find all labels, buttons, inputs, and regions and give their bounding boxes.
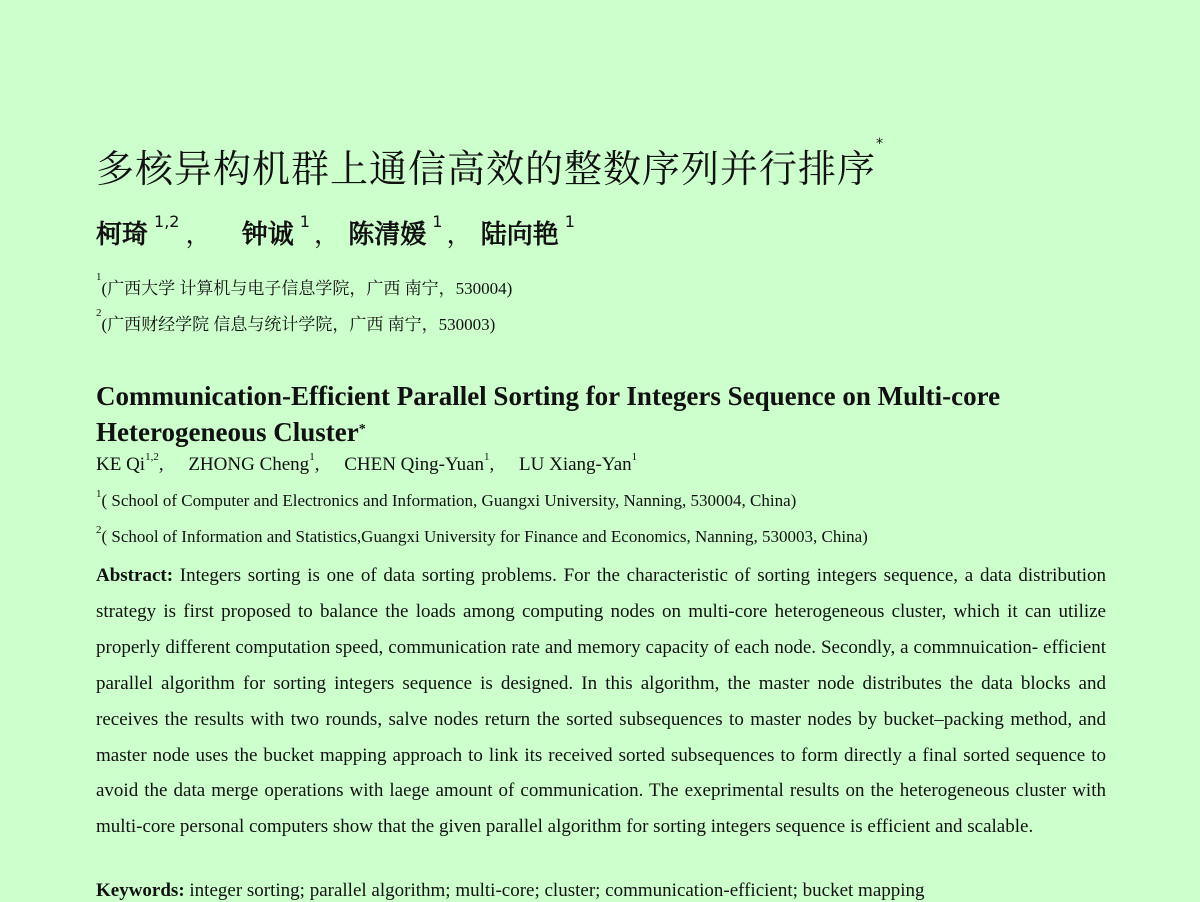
english-author: KE Qi$^{1,2}$, [96, 451, 164, 475]
abstract [96, 558, 1106, 845]
chinese-affiliation-2: $^2$(广西财经学院 信息与统计学院，广西 南宁，530003) [96, 307, 496, 334]
chinese-title-text: 多核异构机群上通信高效的整数序列并行排序 [96, 147, 877, 191]
chinese-title [96, 138, 884, 193]
chinese-author: 陆向艳 $^1$ [480, 212, 575, 250]
chinese-author: 陈清媛 $^1$ ， [348, 212, 473, 250]
english-author: CHEN Qing-Yuan$^1$, [344, 451, 495, 475]
english-affiliation-1: $^1$( School of Computer and Electronics and Information, Guangxi University, Nanning, 530004, China) [96, 488, 797, 510]
keywords-label: Keywords: [96, 880, 185, 901]
chinese-author: 钟诚 $^1$ ， [241, 212, 340, 250]
english-title [96, 378, 1106, 450]
english-title-footnote-mark: * [358, 422, 366, 437]
abstract-text: Integers sorting is one of data sorting problems. For the characteristic of sorting integers sequence, a data distribution strategy is first proposed to balance the loads among computing nodes on multi-core heterogeneous cluster, which it can utilize properly different computation speed, communication rate and memory capacity of each node. Secondly, a commnuication- efficient parallel algorithm for sorting integers sequence is designed. In this algorithm, the master node distributes the data blocks and receives the results with two rounds, salve nodes return the sorted subsequences to master nodes by bucket–packing method, and master node uses the bucket mapping approach to link its received sorted subsequences to form directly a final sorted sequence to avoid the data merge operations with laege amount of communication. The exeprimental results on the heterogeneous cluster with multi-core personal computers show that the given parallel algorithm for sorting integers sequence is efficient and scalable. [96, 565, 1106, 838]
chinese-title-footnote-mark: * [876, 136, 885, 152]
abstract-label: Abstract: [96, 565, 174, 586]
keywords [96, 880, 925, 902]
english-author-list [96, 451, 657, 476]
chinese-author-list [96, 214, 575, 251]
english-title-text: Communication-Efficient Parallel Sorting for Integers Sequence on Multi-core Heterogeneous Cluster [96, 381, 1001, 447]
chinese-author: 柯琦 $^{1,2}$ ， [96, 212, 212, 250]
keywords-text: integer sorting; parallel algorithm; multi-core; cluster; communication-efficient; bucket mapping [189, 880, 925, 901]
english-affiliation-2: $^2$( School of Information and Statistics,Guangxi University for Finance and Economics, Nanning, 530003, China) [96, 524, 868, 546]
chinese-affiliation-1: $^1$(广西大学 计算机与电子信息学院，广西 南宁，530004) [96, 271, 513, 298]
english-author: LU Xiang-Yan$^1$ [519, 451, 638, 475]
english-author: ZHONG Cheng$^1$, [188, 451, 320, 475]
